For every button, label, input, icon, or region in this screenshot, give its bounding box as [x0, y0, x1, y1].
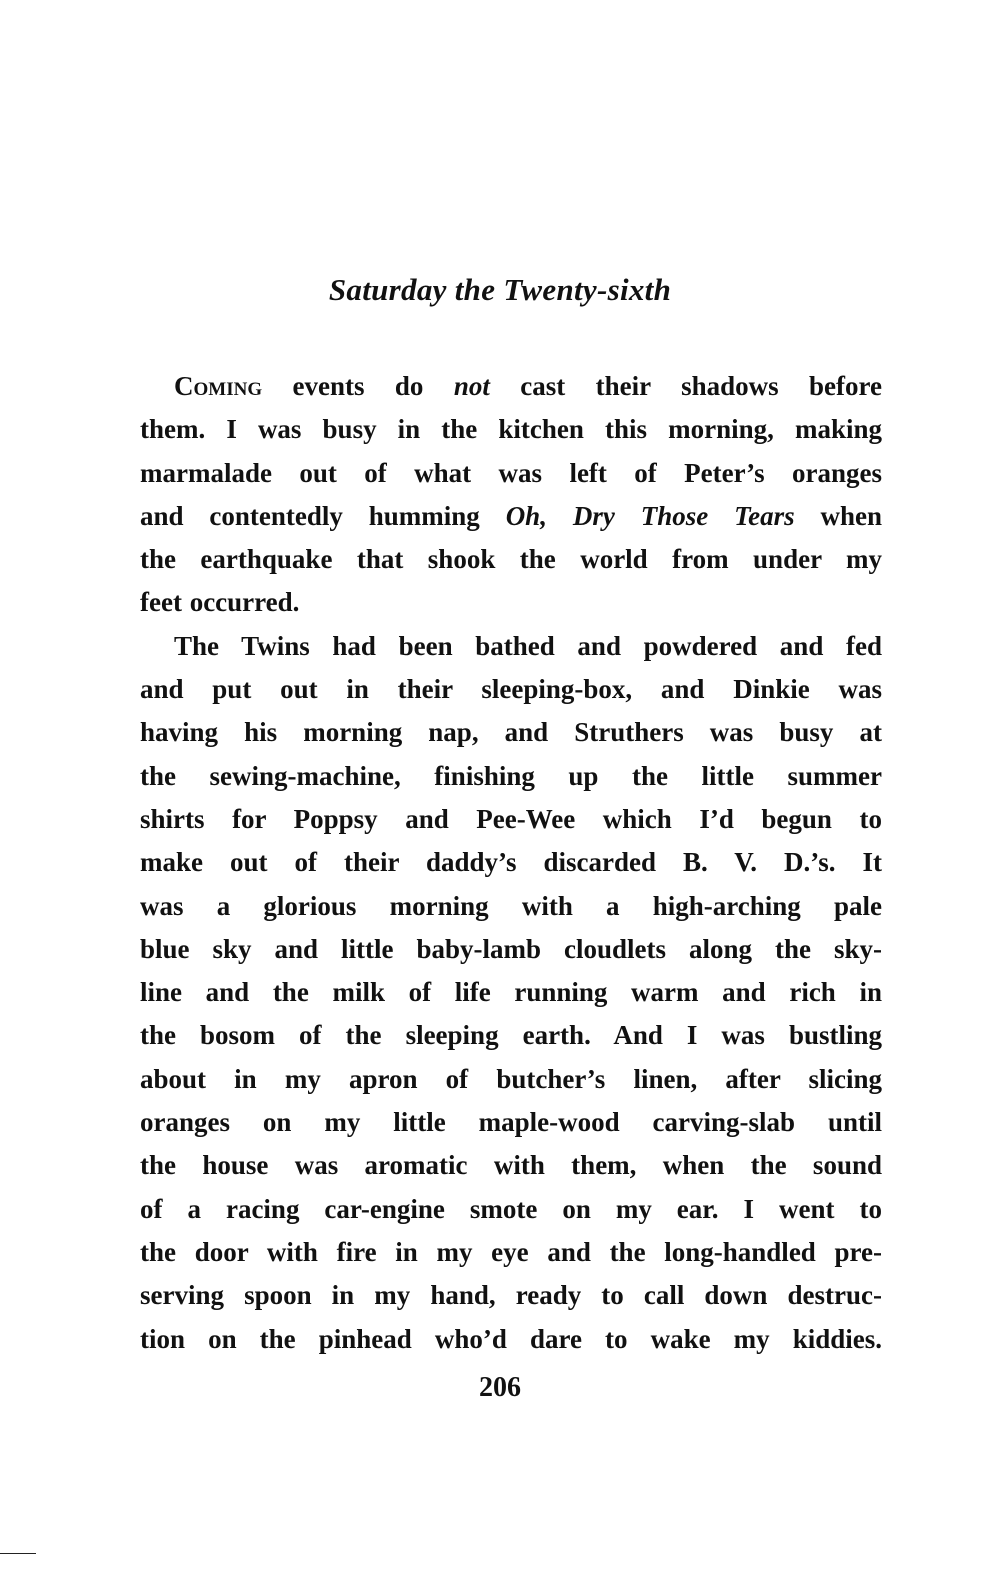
text-line: [140, 755, 882, 798]
text-segment: make out of their daddy’s discarded B. V. D.’s. It: [140, 847, 882, 878]
text-line: [140, 711, 882, 754]
text-segment: the earthquake that shook the world from under my: [140, 544, 882, 575]
chapter-title: Saturday the Twenty-sixth: [328, 272, 672, 307]
text-segment: oranges on my little maple-wood carving-slab until: [140, 1107, 882, 1138]
text-segment: feet occurred.: [140, 587, 300, 618]
text-segment: the door with fire in my eye and the long-handled pre-: [140, 1236, 882, 1267]
text-segment: and put out in their sleeping-box, and Dinkie was: [140, 674, 882, 705]
text-line: [140, 928, 882, 971]
text-line: [140, 1231, 882, 1274]
text-line: [140, 668, 882, 711]
text-segment: about in my apron of butcher’s linen, after slicing: [140, 1063, 882, 1094]
text-segment: serving spoon in my hand, ready to call down destruc-: [140, 1280, 882, 1311]
text-segment: marmalade out of what was left of Peter’s oranges: [140, 457, 882, 488]
text-segment: tion on the pinhead who’d dare to wake my kiddies.: [140, 1323, 882, 1354]
text-line: [140, 365, 882, 408]
text-line: [140, 452, 882, 495]
text-segment: of a racing car-engine smote on my ear. I went to: [140, 1193, 882, 1224]
body-text: [140, 365, 882, 1361]
text-line: [140, 1188, 882, 1231]
text-segment: them. I was busy in the kitchen this morning, making: [140, 414, 882, 445]
text-segment: and contentedly humming: [140, 500, 506, 531]
text-line: [140, 798, 882, 841]
italic-text: Oh, Dry Those Tears: [505, 500, 795, 531]
text-line: [140, 1274, 882, 1317]
text-line: [140, 841, 882, 884]
text-line: [140, 1318, 882, 1361]
text-line: [140, 1058, 882, 1101]
text-segment: cast their shadows before: [489, 371, 882, 401]
text-segment: line and the milk of life running warm and rich in: [140, 977, 882, 1008]
text-line: [140, 971, 882, 1014]
edge-rule: [0, 1553, 36, 1554]
text-segment: the bosom of the sleeping earth. And I was bustling: [140, 1020, 882, 1051]
text-segment: the sewing-machine, finishing up the little summer: [140, 760, 882, 791]
text-line: [140, 1101, 882, 1144]
text-line: [140, 1144, 882, 1187]
text-line: [140, 885, 882, 928]
page-number: 206: [479, 1372, 521, 1403]
small-caps-text: Coming: [174, 371, 263, 401]
text-segment: when: [794, 500, 882, 531]
text-segment: was a glorious morning with a high-arching pale: [140, 890, 882, 921]
text-segment: blue sky and little baby-lamb cloudlets along the sky-: [140, 933, 882, 964]
text-segment: The Twins had been bathed and powdered and fed: [174, 630, 882, 661]
text-line: [140, 538, 882, 581]
text-line: [140, 1014, 882, 1057]
text-segment: shirts for Poppsy and Pee-Wee which I’d begun to: [140, 803, 882, 834]
text-segment: having his morning nap, and Struthers was busy at: [140, 717, 882, 748]
text-segment: the house was aromatic with them, when the sound: [140, 1150, 882, 1181]
text-line: [140, 495, 882, 538]
text-line: [140, 581, 882, 624]
text-line: [140, 408, 882, 451]
text-segment: events do: [262, 371, 454, 401]
text-line: [140, 625, 882, 668]
italic-text: not: [453, 371, 490, 401]
